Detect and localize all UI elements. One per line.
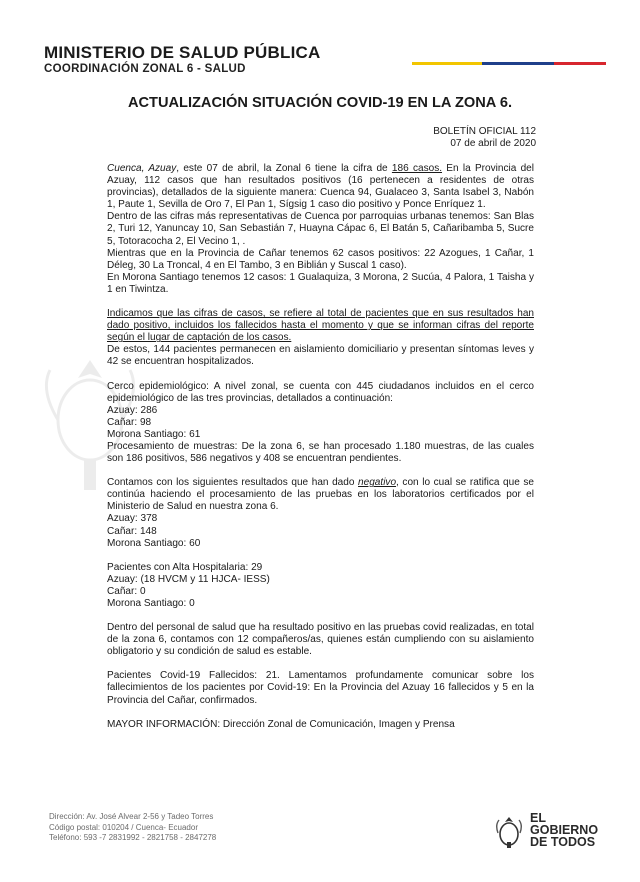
paragraph-isolation: De estos, 144 pacientes permanecen en aislamiento domiciliario y presentan síntomas leves y 42 se encuentran hospitalizados.	[107, 344, 534, 368]
coordination-subtitle: COORDINACIÓN ZONAL 6 - SALUD	[44, 63, 246, 75]
paragraph-negatives: Contamos con los siguientes resultados que han dado negativo, con lo cual se ratifica que se continúa haciendo el procesamiento de las pruebas en los laboratorios certificados por el Ministerio de Salud en nuestra zona 6.	[107, 477, 535, 513]
flag-stripe-blue	[482, 62, 554, 65]
total-cases: 186 casos.	[391, 163, 443, 174]
negatives-list	[107, 513, 534, 549]
paragraph-note: Indicamos que las cifras de casos, se refiere al total de pacientes que en sus resultados han dado positivo, incluidos los fallecidos hasta el momento y que se informan cifras del reporte según el lugar de captación de los casos.	[107, 308, 534, 344]
phone-line: Teléfono: 593 -7 2831992 - 2821758 - 2847278	[49, 833, 217, 842]
paragraph-deceased: Pacientes Covid-19 Fallecidos: 21. Lamentamos profundamente comunicar sobre los fallecimientos de los pacientes por Covid-19: En la Provincia del Azuay 16 fallecidos y 5 en la Provincia del Cañar, confirmados.	[107, 670, 534, 706]
document-title: ACTUALIZACIÓN SITUACIÓN COVID-19 EN LA ZONA 6.	[127, 95, 513, 111]
list-item: Cañar: 0	[107, 585, 146, 597]
discharged-list	[107, 574, 534, 610]
list-item: Morona Santiago: 60	[107, 537, 201, 549]
paragraph-samples: Procesamiento de muestras: De la zona 6, se han procesado 1.180 muestras, de las cuales son 186 positivos, 586 negativos y 408 se encuentran pendientes.	[107, 440, 534, 465]
footer-address	[49, 812, 216, 844]
list-item: Morona Santiago: 61	[107, 428, 201, 440]
paragraph-total-cases: Cuenca, Azuay, este 07 de abril, la Zonal 6 tiene la cifra de 186 casos. En la Provincia del Azuay, 112 casos que han resultados positivos (16 pertenecen a residentes de otras provincias), detallados de la siguiente manera: Cuenca 94, Gualaceo 3, Santa Isabel 3, Nabón 1, Paute 1, Sevilla de Oro 7, El Pan 1, Sígsig 1 caso dio positivo y Ponce Enríquez 1.	[107, 163, 534, 211]
flag-stripe-yellow	[412, 62, 482, 65]
paragraph-more-info: MAYOR INFORMACIÓN: Dirección Zonal de Comunicación, Imagen y Prensa	[107, 718, 455, 730]
negative-word: negativo	[358, 477, 397, 489]
discharged-heading: Pacientes con Alta Hospitalaria: 29	[107, 561, 263, 573]
address-line: Dirección: Av. José Alvear 2-56 y Tadeo Torres	[49, 812, 214, 821]
bulletin-body	[107, 163, 534, 731]
bulletin-name: BOLETÍN OFICIAL 112	[433, 126, 536, 137]
paragraph-cerco: Cerco epidemiológico: A nivel zonal, se cuenta con 445 ciudadanos incluidos en el cerco epidemiológico de las tres provincias, detallados a continuación:	[107, 380, 534, 404]
flag-stripe-red	[554, 62, 606, 65]
list-item: Azuay: 378	[107, 513, 158, 525]
cerco-list	[107, 405, 534, 441]
el-gobierno-de-todos-logo: EL GOBIERNO DE TODOS	[530, 811, 599, 850]
paragraph-morona: En Morona Santiago tenemos 12 casos: 1 Gualaquiza, 3 Morona, 2 Sucúa, 4 Palora, 1 Taisha y 1 en Tiwintza.	[107, 271, 534, 295]
government-shield-icon	[494, 815, 524, 849]
list-item: Cañar: 148	[107, 525, 157, 537]
bulletin-info	[433, 126, 536, 150]
place-date: Cuenca, Azuay	[107, 163, 177, 174]
list-item: Morona Santiago: 0	[107, 598, 195, 609]
list-item: Azuay: (18 HVCM y 11 HJCA- IESS)	[107, 573, 270, 585]
bulletin-date: 07 de abril de 2020	[450, 138, 536, 149]
postal-line: Código postal: 010204 / Cuenca- Ecuador	[49, 822, 198, 832]
ministry-title: MINISTERIO DE SALUD PÚBLICA	[44, 43, 321, 62]
list-item: Azuay: 286	[107, 404, 158, 416]
paragraph-canar: Mientras que en la Provincia de Cañar tenemos 62 casos positivos: 22 Azogues, 1 Cañar, 1 Déleg, 30 La Troncal, 4 en El Tambo, 3 en Biblián y Suscal 1 caso).	[107, 247, 534, 271]
paragraph-health-staff: Dentro del personal de salud que ha resultado positivo en las pruebas covid realizadas, en total de la zona 6, contamos con 12 compañeros/as, quienes están cumpliendo con su aislamiento obligatorio y su condición de salud es estable.	[107, 622, 534, 658]
list-item: Cañar: 98	[107, 416, 152, 428]
paragraph-cuenca-parishes: Dentro de las cifras más representativas de Cuenca por parroquias urbanas tenemos: San Blas 2, Turi 12, Yanuncay 10, San Sebastián 7, Huayna Cápac 6, El Batán 5, Cañaribamba 5, Sucre 5, Totoracocha 2, El Vecino 1, .	[107, 211, 534, 247]
